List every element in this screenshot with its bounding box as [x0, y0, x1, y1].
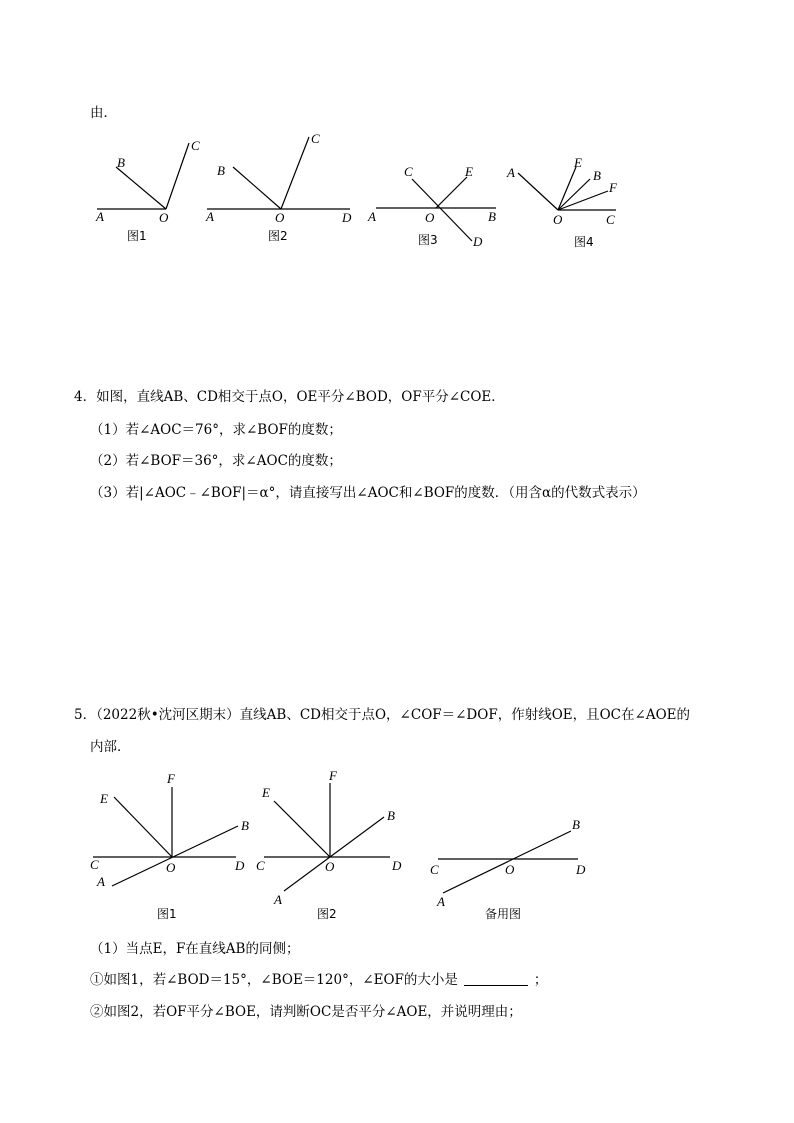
fig3-label-b: B: [488, 209, 496, 224]
q4-stem: 4．如图，直线AB、CD相交于点O，OE平分∠BOD，OF平分∠COE．: [74, 389, 505, 405]
q5-fig2-label-d: D: [392, 858, 402, 873]
q4-part1: （1）若∠AOC＝76°，求∠BOF的度数；: [90, 422, 342, 438]
q4-part2: （2）若∠BOF＝36°，求∠AOC的度数；: [90, 453, 342, 469]
q5-fig1-label-e: E: [100, 791, 108, 806]
fig1-label-o: O: [159, 210, 169, 225]
fig1-label-c: C: [191, 138, 200, 153]
q5-fig2-label-e: E: [262, 785, 270, 800]
q5-fig2-label-b: B: [387, 808, 395, 823]
answer-blank[interactable]: [464, 971, 528, 986]
q5-spare-caption: 备用图: [485, 907, 522, 921]
q5-fig1-label-a: A: [97, 874, 105, 889]
fig4-label-o: O: [553, 212, 563, 227]
q5-fig2-label-o: O: [325, 859, 335, 874]
fig4-label-f: F: [609, 180, 617, 195]
q5-part1: （1）当点E，F在直线AB的同侧；: [90, 941, 300, 957]
q5-spare-label-d: D: [576, 862, 586, 877]
fig2-label-c: C: [311, 131, 320, 146]
q5-spare-label-b: B: [572, 817, 580, 832]
q5-fig1-label-f: F: [167, 771, 175, 786]
figure-4-top: [518, 167, 616, 210]
fig4-label-e: E: [574, 155, 582, 170]
fig4-label-c: C: [606, 212, 615, 227]
q5-sub2: ②如图2，若OF平分∠BOE，请判断OC是否平分∠AOE，并说明理由；: [90, 1004, 522, 1020]
q5-fig1-caption: 图1: [157, 907, 177, 921]
fig4-label-b: B: [593, 168, 601, 183]
fig1-caption: 图1: [127, 229, 147, 243]
figure-3-top: [376, 177, 496, 241]
q5-spare-label-o: O: [505, 862, 515, 877]
fig2-label-b: B: [217, 163, 225, 178]
q5-sub1-row: [90, 971, 547, 989]
figure-2-q5: [264, 783, 390, 891]
q5-fig2-label-c: C: [256, 858, 265, 873]
figure-1-top: [97, 143, 189, 209]
q5-fig2-label-f: F: [329, 768, 337, 783]
fig4-caption: 图4: [574, 235, 594, 249]
q5-fig2-label-a: A: [274, 892, 282, 907]
fig3-label-a: A: [368, 209, 376, 224]
q5-spare-label-c: C: [430, 862, 439, 877]
fig3-label-c: C: [404, 164, 413, 179]
figure-2-top: [207, 137, 350, 209]
fig1-label-b: B: [117, 155, 125, 170]
q5-stem-line1: 5．（2022秋•沈河区期末）直线AB、CD相交于点O，∠COF＝∠DOF，作射线OE，且OC在∠AOE的: [74, 707, 690, 723]
fig2-caption: 图2: [268, 229, 288, 243]
fig1-label-a: A: [96, 209, 104, 224]
fig4-label-a: A: [507, 165, 515, 180]
fig2-label-o: O: [275, 210, 285, 225]
top-line: 由．: [90, 105, 117, 121]
q5-spare-label-a: A: [437, 894, 445, 909]
q5-fig1-label-c: C: [90, 857, 99, 872]
fig3-label-o: O: [425, 210, 435, 225]
q5-fig1-label-d: D: [235, 858, 245, 873]
fig3-label-d: D: [473, 234, 483, 249]
q5-stem-line2: 内部．: [90, 739, 131, 755]
q5-fig1-label-b: B: [241, 818, 249, 833]
fig3-caption: 图3: [418, 233, 438, 247]
fig2-label-a: A: [206, 209, 214, 224]
fig3-label-e: E: [465, 164, 473, 179]
fig2-label-d: D: [342, 210, 352, 225]
q5-fig2-caption: 图2: [317, 907, 337, 921]
q4-part3: （3）若|∠AOC﹣∠BOF|＝α°，请直接写出∠AOC和∠BOF的度数．（用含α的代数式表示）: [90, 485, 646, 501]
q5-sub1-text: ①如图1，若∠BOD＝15°，∠BOE＝120°，∠EOF的大小是: [90, 972, 458, 988]
q5-sub1-end: ；: [533, 972, 548, 988]
q5-fig1-label-o: O: [166, 860, 176, 875]
